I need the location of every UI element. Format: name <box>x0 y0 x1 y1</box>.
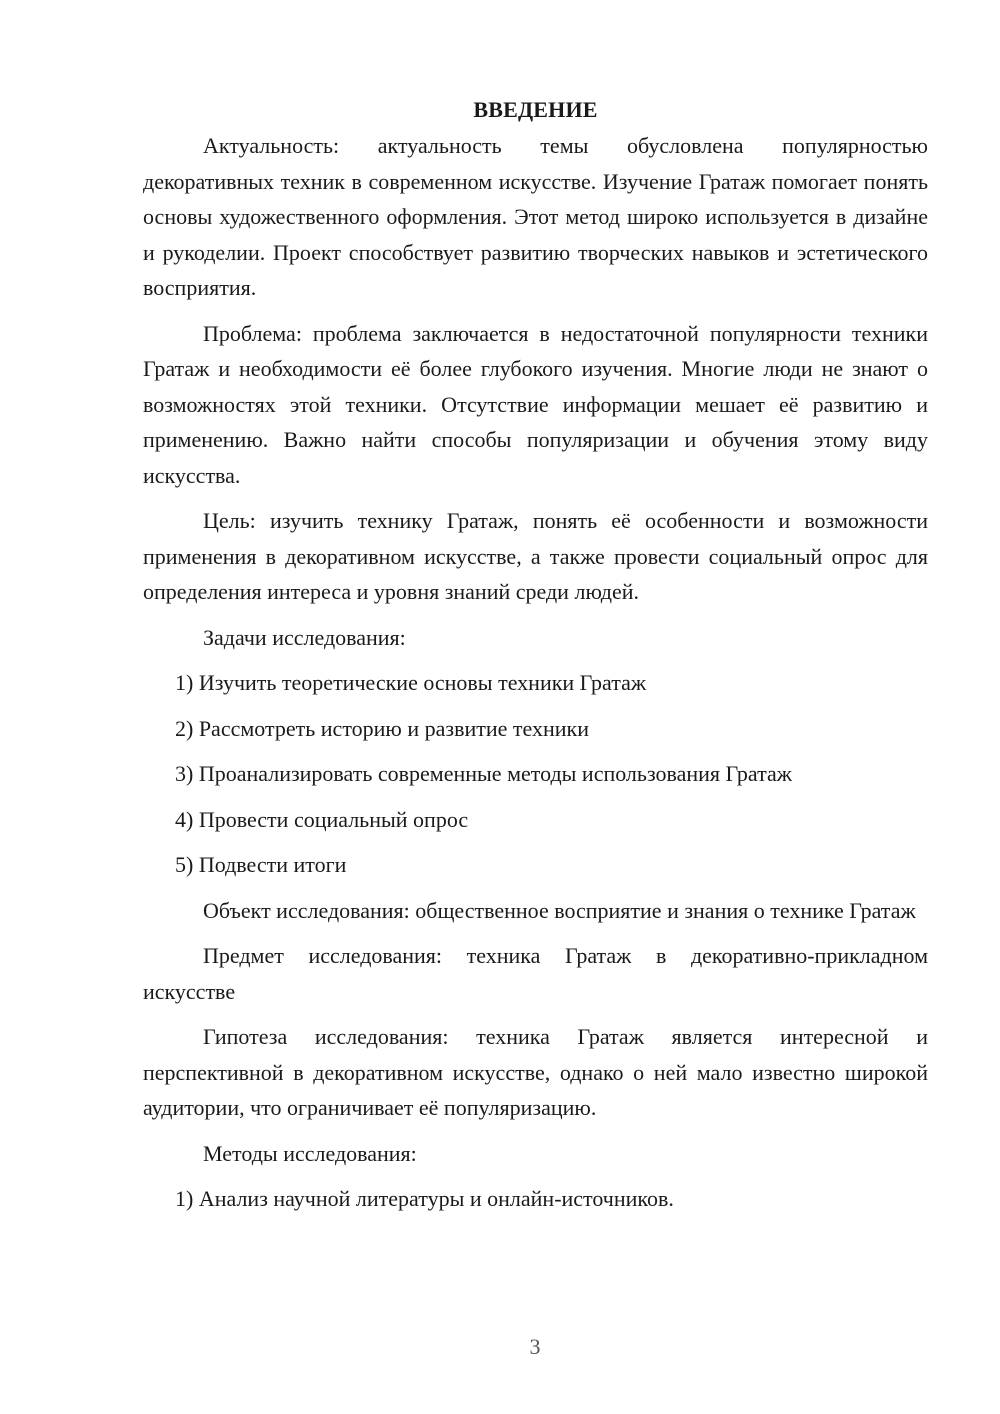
method-item-1: 1) Анализ научной литературы и онлайн-источников. <box>175 1186 674 1211</box>
paragraph-relevance: Актуальность: актуальность темы обусловлена популярностью декоративных техник в современном искусстве. Изучение Гратаж помогает понять основы художественного оформления. Этот метод широко используется в дизайне и рукоделии. Проект способствует развитию творческих навыков и эстетического восприятия. <box>143 133 928 300</box>
section-title: ВВЕДЕНИЕ <box>473 97 598 122</box>
methods-label: Методы исследования: <box>203 1140 417 1166</box>
paragraph-object: Объект исследования: общественное восприятие и знания о технике Гратаж <box>203 897 916 923</box>
paragraph-goal: Цель: изучить технику Гратаж, понять её особенности и возможности применения в декоративном искусстве, а также провести социальный опрос для определения интереса и уровня знаний среди людей. <box>143 508 928 604</box>
task-item-1: 1) Изучить теоретические основы техники Гратаж <box>175 670 647 695</box>
task-item-2: 2) Рассмотреть историю и развитие техники <box>175 715 589 741</box>
paragraph-hypothesis: Гипотеза исследования: техника Гратаж является интересной и перспективной в декоративном искусстве, однако о ней мало известно широкой аудитории, что ограничивает её популяризацию. <box>143 1024 928 1120</box>
paragraph-problem: Проблема: проблема заключается в недостаточной популярности техники Гратаж и необходимости её более глубокого изучения. Многие люди не знают о возможностях этой техники. Отсутствие информации мешает её развитию и применению. Важно найти способы популяризации и обучения этому виду искусства. <box>143 320 928 488</box>
document-page <box>143 92 928 1227</box>
task-item-4: 4) Провести социальный опрос <box>175 806 469 832</box>
page-number: 3 <box>529 1334 541 1359</box>
paragraph-subject: Предмет исследования: техника Гратаж в декоративно-прикладном искусстве <box>143 943 928 1004</box>
task-item-3: 3) Проанализировать современные методы использования Гратаж <box>175 761 792 786</box>
tasks-label: Задачи исследования: <box>203 624 406 650</box>
task-item-5: 5) Подвести итоги <box>175 852 347 877</box>
